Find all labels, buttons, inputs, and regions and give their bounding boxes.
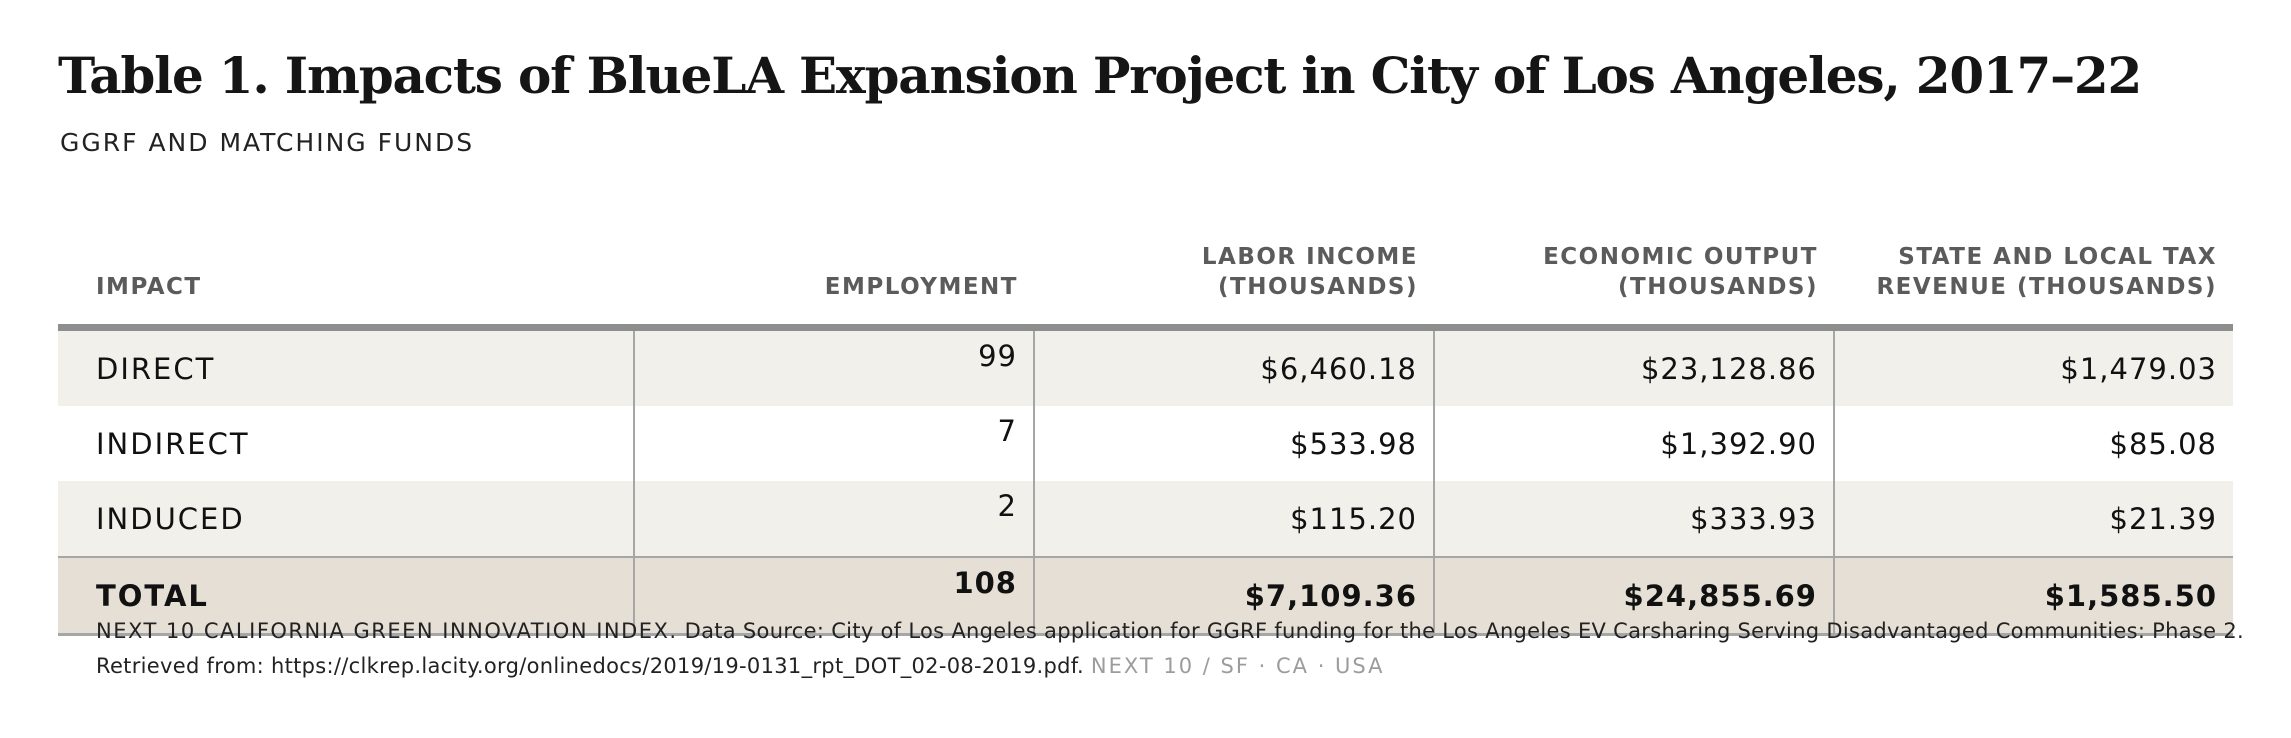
header-row	[58, 205, 2233, 328]
table-body	[58, 328, 2233, 635]
footnote-source-text: Data Source: City of Los Angeles application for GGRF funding for the Los Angeles EV Carsharing Serving Disadvantaged Communities: Phase 2.	[684, 619, 2244, 643]
header-economic-output-line1: ECONOMIC OUTPUT	[1543, 244, 1818, 270]
header-tax-revenue-line1: STATE AND LOCAL TAX	[1898, 244, 2217, 270]
header-tax-revenue-line2: REVENUE (THOUSANDS)	[1876, 274, 2217, 300]
table-row-indirect	[58, 406, 2233, 481]
header-impact: IMPACT	[58, 205, 634, 328]
cell-economic-output: $24,855.69	[1434, 557, 1834, 635]
cell-tax-revenue: $85.08	[1834, 406, 2233, 481]
cell-labor-income: $7,109.36	[1034, 557, 1434, 635]
cell-labor-income: $533.98	[1034, 406, 1434, 481]
page-subtitle: GGRF AND MATCHING FUNDS	[60, 128, 475, 157]
impacts-table	[58, 205, 2233, 636]
cell-impact: DIRECT	[58, 328, 634, 407]
header-economic-output	[1434, 205, 1834, 328]
cell-tax-revenue: $1,479.03	[1834, 328, 2233, 407]
header-tax-revenue	[1834, 205, 2233, 328]
cell-impact: TOTAL	[58, 557, 634, 635]
header-labor-income-line2: (THOUSANDS)	[1218, 274, 1418, 300]
table-header	[58, 205, 2233, 328]
header-employment: EMPLOYMENT	[634, 205, 1034, 328]
cell-employment: 99	[634, 328, 1034, 407]
cell-tax-revenue: $21.39	[1834, 481, 2233, 557]
cell-impact: INDUCED	[58, 481, 634, 557]
source-footnote	[96, 614, 2246, 684]
header-labor-income	[1034, 205, 1434, 328]
cell-labor-income: $6,460.18	[1034, 328, 1434, 407]
cell-economic-output: $23,128.86	[1434, 328, 1834, 407]
table-row-direct	[58, 328, 2233, 407]
footnote-source-name: NEXT 10 CALIFORNIA GREEN INNOVATION INDEX.	[96, 619, 678, 643]
cell-employment: 2	[634, 481, 1034, 557]
cell-economic-output: $333.93	[1434, 481, 1834, 557]
header-labor-income-line1: LABOR INCOME	[1201, 244, 1418, 270]
cell-impact: INDIRECT	[58, 406, 634, 481]
cell-economic-output: $1,392.90	[1434, 406, 1834, 481]
footnote-retrieved-link[interactable]: Retrieved from: https://clkrep.lacity.org/onlinedocs/2019/19-0131_rpt_DOT_02-08-2019.pdf.	[96, 654, 1084, 678]
header-economic-output-line2: (THOUSANDS)	[1618, 274, 1818, 300]
table-row-induced	[58, 481, 2233, 557]
page-title: Table 1. Impacts of BlueLA Expansion Project in City of Los Angeles, 2017–22	[58, 46, 2142, 105]
cell-employment: 108	[634, 557, 1034, 635]
cell-labor-income: $115.20	[1034, 481, 1434, 557]
footnote-brand: NEXT 10 / SF · CA · USA	[1090, 654, 1385, 678]
cell-employment: 7	[634, 406, 1034, 481]
cell-tax-revenue: $1,585.50	[1834, 557, 2233, 635]
